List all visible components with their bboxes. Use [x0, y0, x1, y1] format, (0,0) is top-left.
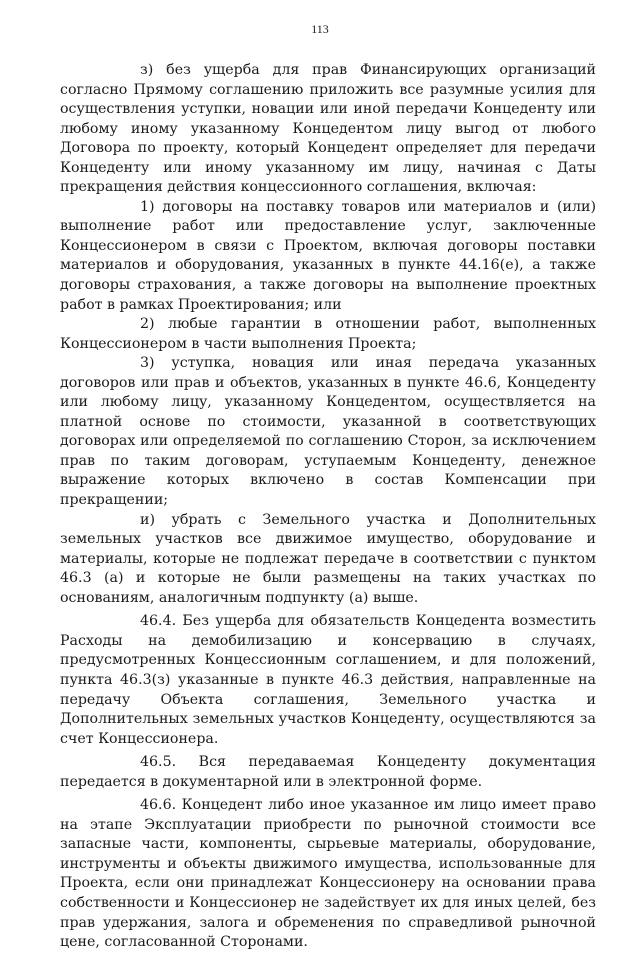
- paragraph-item-i: и) убрать с Земельного участка и Дополнительных земельных участков все движимое имущество, оборудование и материалы, которые не подлежат передаче в соответствии с пунктом 46.3 (а) и которые не были размещены на таких участках по основаниям, аналогичным подпункту (а) выше.: [60, 511, 596, 606]
- document-body: [60, 61, 596, 953]
- paragraph-subitem-1: 1) договоры на поставку товаров или материалов и (или) выполнение работ или предоставление услуг, заключенные Концессионером в связи с Проектом, включая договоры поставки материалов и оборудования, указанных в пункте 44.16(е), а также договоры страхования, а также договоры на выполнение проектных работ в рамках Проектирования; или: [60, 198, 596, 313]
- paragraph-subitem-2: 2) любые гарантии в отношении работ, выполненных Концессионером в части выполнения Проекта;: [60, 316, 596, 352]
- paragraph-item-z: з) без ущерба для прав Финансирующих организаций согласно Прямому соглашению приложить все разумные усилия для осуществления уступки, новации или иной передачи Концеденту или любому иному указанному Концедентом лицу выгод от любого Договора по проекту, который Концедент определяет для передачи Концеденту или иному указанному им лицу, начиная с Даты прекращения действия концессионного соглашения, включая:: [60, 62, 596, 196]
- paragraph-clause-46-6: 46.6. Концедент либо иное указанное им лицо имеет право на этапе Эксплуатации приобрести по рыночной стоимости все запасные части, компоненты, сырьевые материалы, оборудование, инструменты и объекты движимого имущества, использованные для Проекта, если они принадлежат Концессионеру на основании права собственности и Концессионер не задействует их для иных целей, без прав удержания, залога и обременения по справедливой рыночной цене, согласованной Сторонами.: [60, 797, 596, 951]
- paragraph-subitem-3: 3) уступка, новация или иная передача указанных договоров или прав и объектов, указанных в пункте 46.6, Концеденту или любому лицу, указанному Концедентом, осуществляется на платной основе по стоимости, указанной в соответствующих договорах или определяемой по соглашению Сторон, за исключением прав по таким договорам, уступаемым Концеденту, денежное выражение которых включено в состав Компенсации при прекращении;: [60, 355, 596, 509]
- paragraph-clause-46-4: 46.4. Без ущерба для обязательств Концедента возместить Расходы на демобилизацию и консервацию в случаях, предусмотренных Концессионным соглашением, и для положений, пункта 46.3(з) указанные в пункте 46.3 действия, направленные на передачу Объекта соглашения, Земельного участка и Дополнительных земельных участков Концеденту, осуществляются за счет Концессионера.: [60, 613, 596, 747]
- paragraph-clause-46-5: 46.5. Вся передаваемая Концеденту документация передается в документарной или в электронной форме.: [60, 754, 596, 790]
- page-number: 113: [311, 22, 329, 36]
